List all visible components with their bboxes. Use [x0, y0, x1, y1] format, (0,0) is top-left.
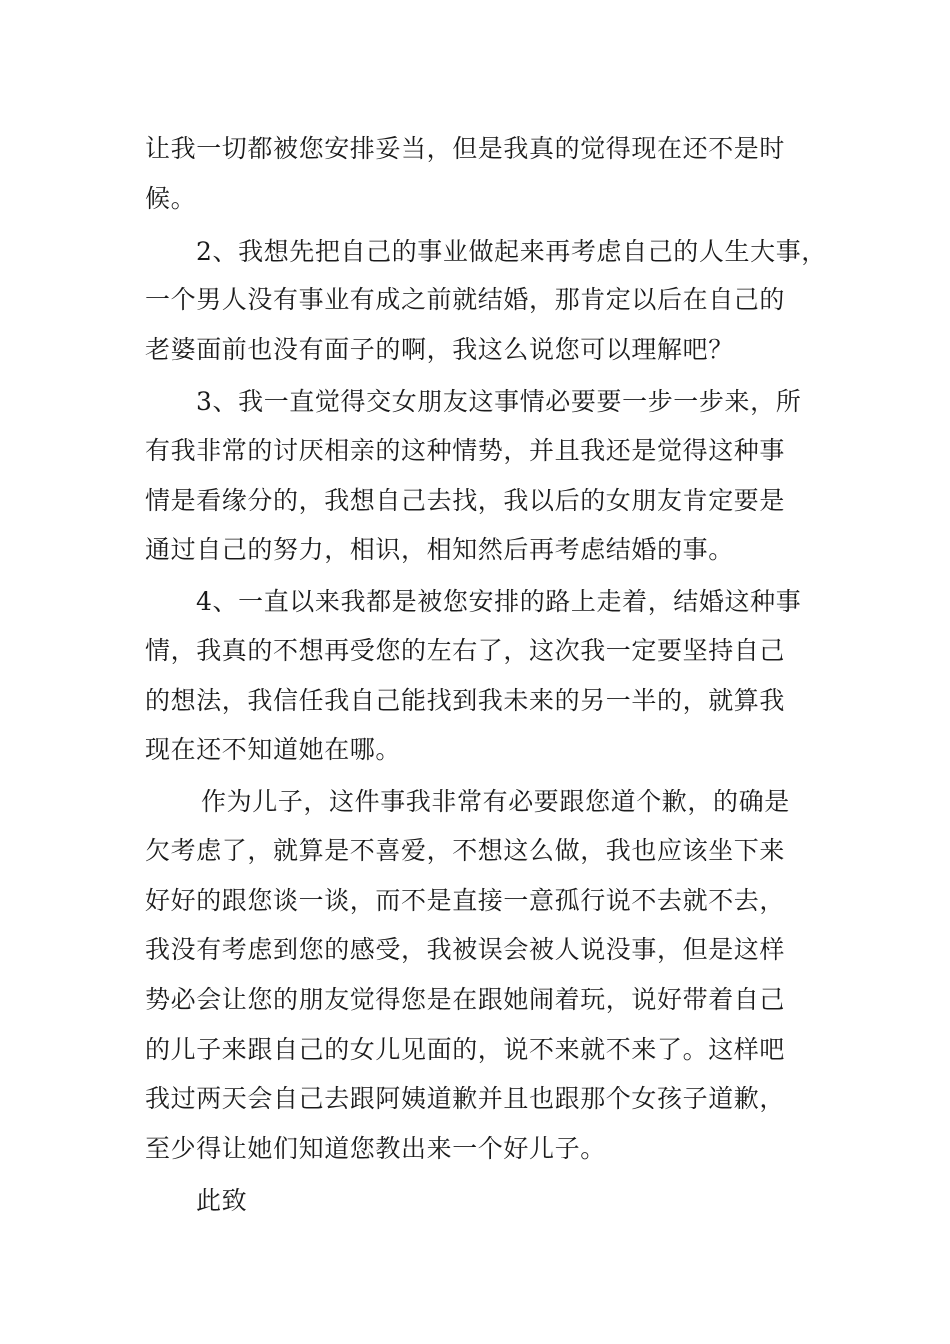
text-line: 3、我一直觉得交女朋友这事情必要要一步一步来，所: [196, 387, 802, 416]
text-line: 让我一切都被您安排妥当，但是我真的觉得现在还不是时: [145, 134, 786, 163]
text-line: 作为儿子，这件事我非常有必要跟您道个歉，的确是: [201, 787, 790, 816]
text-line: 现在还不知道她在哪。: [145, 735, 402, 764]
text-line: 4、一直以来我都是被您安排的路上走着，结婚这种事: [196, 587, 802, 616]
text-line: 通过自己的努力，相识，相知然后再考虑结婚的事。: [145, 535, 734, 564]
text-line: 一个男人没有事业有成之前就结婚，那肯定以后在自己的: [145, 285, 786, 314]
text-line: 老婆面前也没有面子的啊，我这么说您可以理解吧？: [145, 335, 734, 364]
text-line: 我没有考虑到您的感受，我被误会被人说没事，但是这样: [145, 935, 786, 964]
text-line: 好好的跟您谈一谈，而不是直接一意孤行说不去就不去，: [145, 886, 786, 915]
text-line: 势必会让您的朋友觉得您是在跟她闹着玩，说好带着自己: [145, 985, 786, 1014]
text-line: 候。: [145, 184, 197, 213]
text-line: 的想法，我信任我自己能找到我未来的另一半的，就算我: [145, 686, 786, 715]
closing-salutation: 此致: [196, 1186, 248, 1215]
text-line: 我过两天会自己去跟阿姨道歉并且也跟那个女孩子道歉，: [145, 1084, 786, 1113]
text-line: 的儿子来跟自己的女儿见面的，说不来就不来了。这样吧: [145, 1035, 786, 1064]
text-line: 2、我想先把自己的事业做起来再考虑自己的人生大事，: [196, 237, 827, 266]
text-line: 情，我真的不想再受您的左右了，这次我一定要坚持自己: [145, 636, 786, 665]
text-line: 有我非常的讨厌相亲的这种情势，并且我还是觉得这种事: [145, 436, 786, 465]
text-line: 情是看缘分的，我想自己去找，我以后的女朋友肯定要是: [145, 486, 786, 515]
text-line: 至少得让她们知道您教出来一个好儿子。: [145, 1134, 606, 1163]
text-line: 欠考虑了，就算是不喜爱，不想这么做，我也应该坐下来: [145, 836, 786, 865]
